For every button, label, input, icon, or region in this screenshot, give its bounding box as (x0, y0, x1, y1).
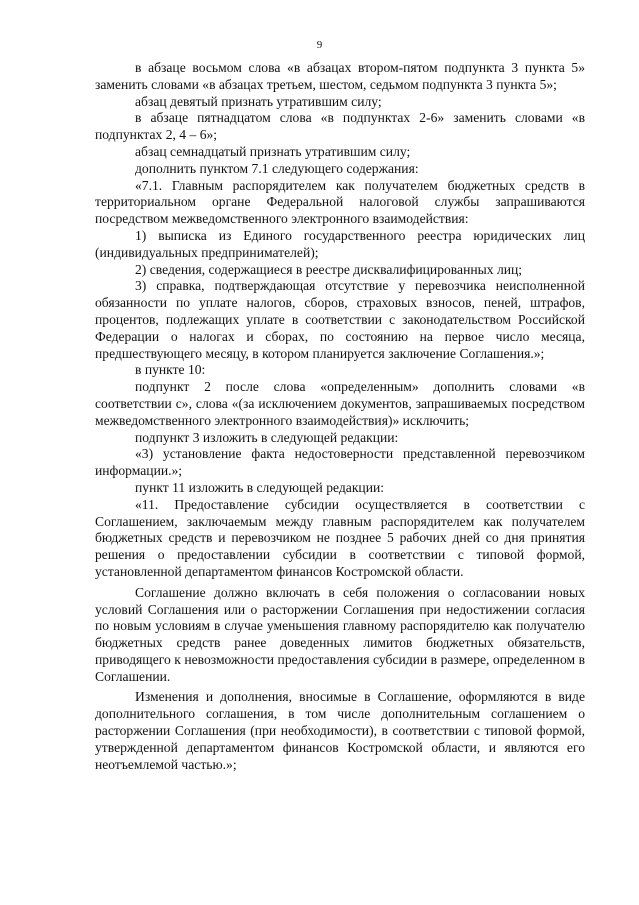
paragraph: «11. Предоставление субсидии осуществляется в соответствии с Соглашением, заключаемым между главным распорядителем как получателем бюджетных средств и перевозчиком не позднее 5 рабочих дней со дня принятия решения о предоставлении субсидии в соответствии с типовой формой, установленной департаментом финансов Костромской области. (95, 496, 585, 579)
paragraph: пункт 11 изложить в следующей редакции: (135, 479, 385, 495)
paragraph: 3) справка, подтверждающая отсутствие у перевозчика неисполненной обязанности по уплате налогов, сборов, страховых взносов, пеней, штрафов, процентов, подлежащих уплате в соответствии с законодательством Российской Федерации о налогах и сборах, по состоянию на первое число месяца, предшествующего месяцу, в котором планируется заключение Соглашения.»; (95, 278, 585, 361)
paragraph: подпункт 2 после слова «определенным» дополнить словами «в соответствии с», слова «(за исключением документов, запрашиваемых посредством межведомственного электронного взаимодействия)» исключить; (95, 379, 585, 428)
paragraph: Изменения и дополнения, вносимые в Соглашение, оформляются в виде дополнительного соглашения, в том числе дополнительным соглашением о расторжении Соглашения (при необходимости), в соответствии с типовой формой, утвержденной департаментом финансов Костромской области, и являются его неотъемлемой частью.»; (95, 689, 585, 772)
paragraph: в абзаце восьмом слова «в абзацах втором-пятом подпункта 3 пункта 5» заменить словами «в абзацах третьем, шестом, седьмом подпункта 3 пункта 5»; (95, 60, 585, 92)
paragraph: «3) установление факта недостоверности представленной перевозчиком информации.»; (95, 446, 585, 479)
paragraph: 2) сведения, содержащиеся в реестре дисквалифицированных лиц; (135, 261, 523, 277)
document-body (95, 60, 585, 773)
paragraph: подпункт 3 изложить в следующей редакции: (135, 429, 399, 445)
paragraph: 1) выписка из Единого государственного реестра юридических лиц (индивидуальных предпринимателей); (95, 227, 585, 260)
page-number: 9 (316, 39, 323, 51)
paragraph: Соглашение должно включать в себя положения о согласовании новых условий Соглашения или о расторжении Соглашения при недостижении согласия по новым условиям в случае уменьшения главному распорядителю как получателю бюджетных средств ранее доведенных лимитов бюджетных обязательств, приводящего к невозможности предоставления субсидии в размере, определенном в Соглашении. (95, 584, 585, 684)
paragraph: абзац семнадцатый признать утратившим силу; (135, 143, 411, 159)
paragraph: в пункте 10: (135, 362, 206, 378)
paragraph: в абзаце пятнадцатом слова «в подпунктах 2-6» заменить словами «в подпунктах 2, 4 – 6»; (95, 110, 585, 143)
paragraph: дополнить пунктом 7.1 следующего содержания: (135, 160, 419, 176)
paragraph: абзац девятый признать утратившим силу; (135, 93, 382, 109)
paragraph: «7.1. Главным распорядителем как получателем бюджетных средств в территориальном органе Федеральной налоговой службы запрашиваются посредством межведомственного электронного взаимодействия: (95, 177, 585, 227)
